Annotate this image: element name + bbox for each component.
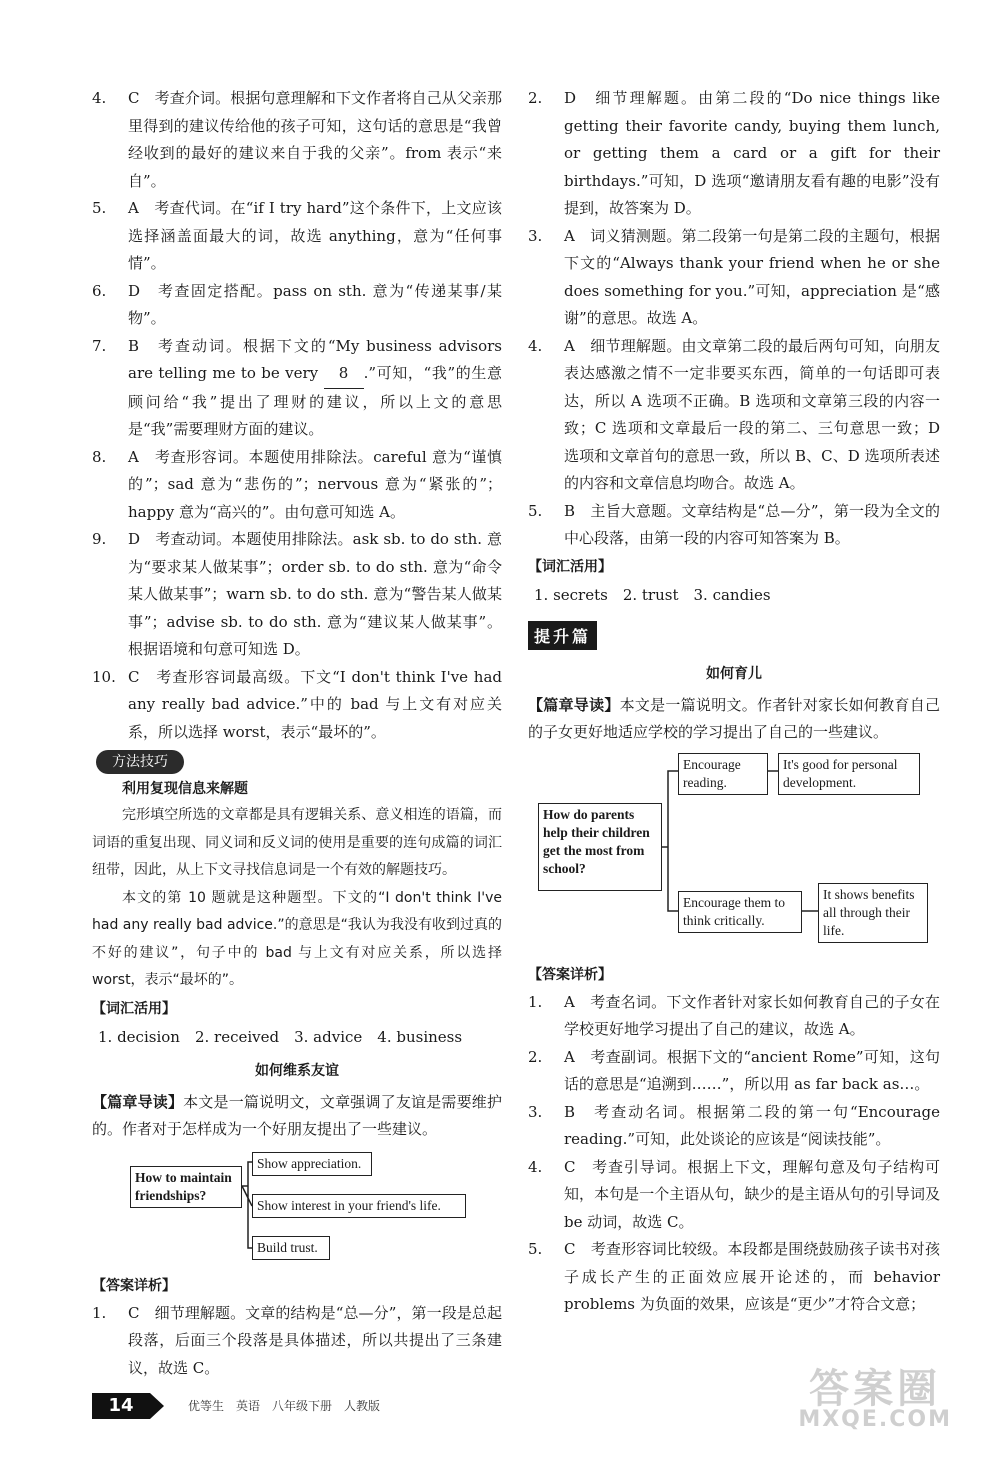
answer-item: 9. D 考查动词。本题使用排除法。ask sb. to do sth. 意为“要求某人做某事”；order sb. to do sth. 意为“命令某人做某事”；warn sb. to do sth. 意为“警告某人做某事”；advise sb. to do sth. 意为“建议某人做某事”。根据语境和句意可知选 D。 — [92, 530, 502, 658]
section-label: 提升篇 — [528, 621, 597, 650]
answer-item: 5. A 考查代词。在“if I try hard”这个条件下，上文应该选择涵盖面最大的词，故选 anything，意为“任何事情”。 — [92, 199, 502, 272]
method-paragraph: 本文的第 10 题就是这种题型。下文的“I don't think I've had any really bad advice.”的意思是“我认为我没有收到过真的不好的建议”，句子中的 bad 与上文有对应关系，所以选择 worst，表示“最坏的”。 — [92, 889, 502, 988]
answer-heading: 【答案详析】 — [528, 966, 612, 983]
answer-item: 4. C 考查引导词。根据上下文，理解句意及句子结构可知，本句是一个主语从句，缺少的是主语从句的引导词及 be 动词，故选 C。 — [528, 1157, 940, 1231]
page-footer — [92, 1366, 952, 1432]
diagram-detail-node: It's good for personal development. — [778, 753, 920, 795]
answer-item: 3. B 考查动名词。根据第二段的第一句“Encourage reading.”可知，此处谈论的应该是“阅读技能”。 — [528, 1102, 940, 1148]
blank-8: 8 — [324, 360, 364, 389]
answer-item: 2. D 细节理解题。由第二段的“Do nice things like getting their favorite candy, buying them lunch, or getting them a card or a gift for their birthdays.”可知，D 选项“邀请朋友看有趣的电影”没有提到，故答案为 D。 — [528, 89, 940, 217]
vocab-heading: 【词汇活用】 — [92, 1000, 176, 1017]
method-paragraph: 完形填空所选的文章都是具有逻辑关系、意义相连的语篇，而词语的重复出现、同义词和反义词的使用是重要的连句成篇的词汇纽带，因此，从上下文寻找信息词是一个有效的解题技巧。 — [92, 807, 502, 878]
answer-item: 5. B 主旨大意题。文章结构是“总—分”，第一段为全文的中心段落，由第一段的内容可知答案为 B。 — [528, 501, 940, 547]
footer-book-info: 优等生 英语 八年级下册 人教版 — [188, 1399, 381, 1413]
answer-item: 1. C 细节理解题。文章的结构是“总—分”，第一段是总起段落，后面三个段落是具体描述，所以共提出了三条建议，故选 C。 — [92, 1303, 502, 1377]
answer-item: 10. C 考查形容词最高级。下文“I don't think I've had any really bad advice.”中的 bad 与上文有对应关系，所以选择 worst，表示“最坏的”。 — [92, 667, 502, 741]
page-number: 14 — [92, 1393, 150, 1419]
article-title: 如何维系友谊 — [255, 1062, 339, 1079]
diagram-branch-node: Encourage them to think critically. — [678, 891, 802, 933]
answer-heading: 【答案详析】 — [92, 1277, 176, 1294]
answer-item: 7. B 考查动词。根据下文的“My business advisors are telling me to be very 8 .”可知，“我”的生意顾问给“我”提出了理财的建议，所以上文的意思是“我”需要理财方面的建议。 — [92, 336, 502, 438]
method-title: 利用复现信息来解题 — [122, 781, 248, 797]
method-tips-label: 方法技巧 — [96, 750, 184, 774]
answer-item: 3. A 词义猜测题。第二段第一句是第二段的主题句，根据下文的“Always thank your friend when he or she does something for you.”可知，appreciation 是“感谢”的意思。故选 A。 — [528, 226, 940, 327]
vocab-answers: 1. secrets 2. trust 3. candies — [534, 585, 771, 604]
guide-label: 【篇章导读】 — [92, 1092, 184, 1111]
diagram-branch-node: Build trust. — [252, 1236, 330, 1260]
guide-label: 【篇章导读】 — [528, 695, 620, 714]
watermark-logo: 答案圈 MXQE.COM — [798, 1366, 952, 1432]
friendship-diagram — [92, 1148, 502, 1272]
answer-item: 6. D 考查固定搭配。pass on sth. 意为“传递某事/某物”。 — [92, 281, 502, 327]
article-title: 如何育儿 — [706, 665, 762, 682]
diagram-branch-node: Show interest in your friend's life. — [252, 1194, 466, 1218]
guide-paragraph: 【篇章导读】本文是一篇说明文，文章强调了友谊是需要维护的。作者对于怎样成为一个好朋友提出了一些建议。 — [92, 1092, 502, 1138]
diagram-branch-node: Encourage reading. — [678, 753, 768, 795]
answer-item: 5. C 考查形容词比较级。本段都是围绕鼓励孩子读书对孩子成长产生的正面效应展开论述的，而 behavior problems 为负面的效果，应该是“更少”才符合文意； — [528, 1240, 940, 1313]
left-column — [92, 85, 502, 1382]
diagram-detail-node: It shows benefits all through their life. — [818, 883, 928, 943]
answer-item: 4. C 考查介词。根据句意理解和下文作者将自己从父亲那里得到的建议传给他的孩子可知，这句话的意思是“我曾经收到的最好的建议来自于我的父亲”。from 表示“来自”。 — [92, 89, 502, 190]
vocab-heading: 【词汇活用】 — [528, 558, 612, 575]
answer-item: 2. A 考查副词。根据下文的“ancient Rome”可知，这句话的意思是“追溯到……”，所以用 as far back as…。 — [528, 1047, 940, 1093]
answer-item: 1. A 考查名词。下文作者针对家长如何教育自己的子女在学校更好地学习提出了自己的建议，故选 A。 — [528, 992, 940, 1038]
diagram-branch-node: Show appreciation. — [252, 1152, 372, 1176]
guide-paragraph: 【篇章导读】本文是一篇说明文。作者针对家长如何教育自己的子女更好地适应学校的学习提出了自己的一些建议。 — [528, 695, 940, 741]
diagram-main-node: How to maintain friendships? — [130, 1166, 242, 1208]
vocab-answers: 1. decision 2. received 3. advice 4. business — [98, 1027, 463, 1046]
answer-item: 4. A 细节理解题。由文章第二段的最后两句可知，向朋友表达感激之情不一定非要买东西，简单的一句话即可表达，所以 A 选项不正确。B 选项和文章第三段的内容一致；C 选项和文章最后一段的第二、三句意思一致；D 选项和文章首句的意思一致，所以 B、C、D 选项所表述的内容和文章信息均吻合。故选 A。 — [528, 336, 940, 492]
parenting-diagram — [528, 751, 940, 961]
diagram-main-node: How do parents help their children get the most from school? — [538, 803, 662, 891]
right-column — [528, 85, 940, 1319]
answer-item: 8. A 考查形容词。本题使用排除法。careful 意为“谨慎的”；sad 意为“悲伤的”；nervous 意为“紧张的”；happy 意为“高兴的”。由句意可知选 A。 — [92, 447, 502, 521]
